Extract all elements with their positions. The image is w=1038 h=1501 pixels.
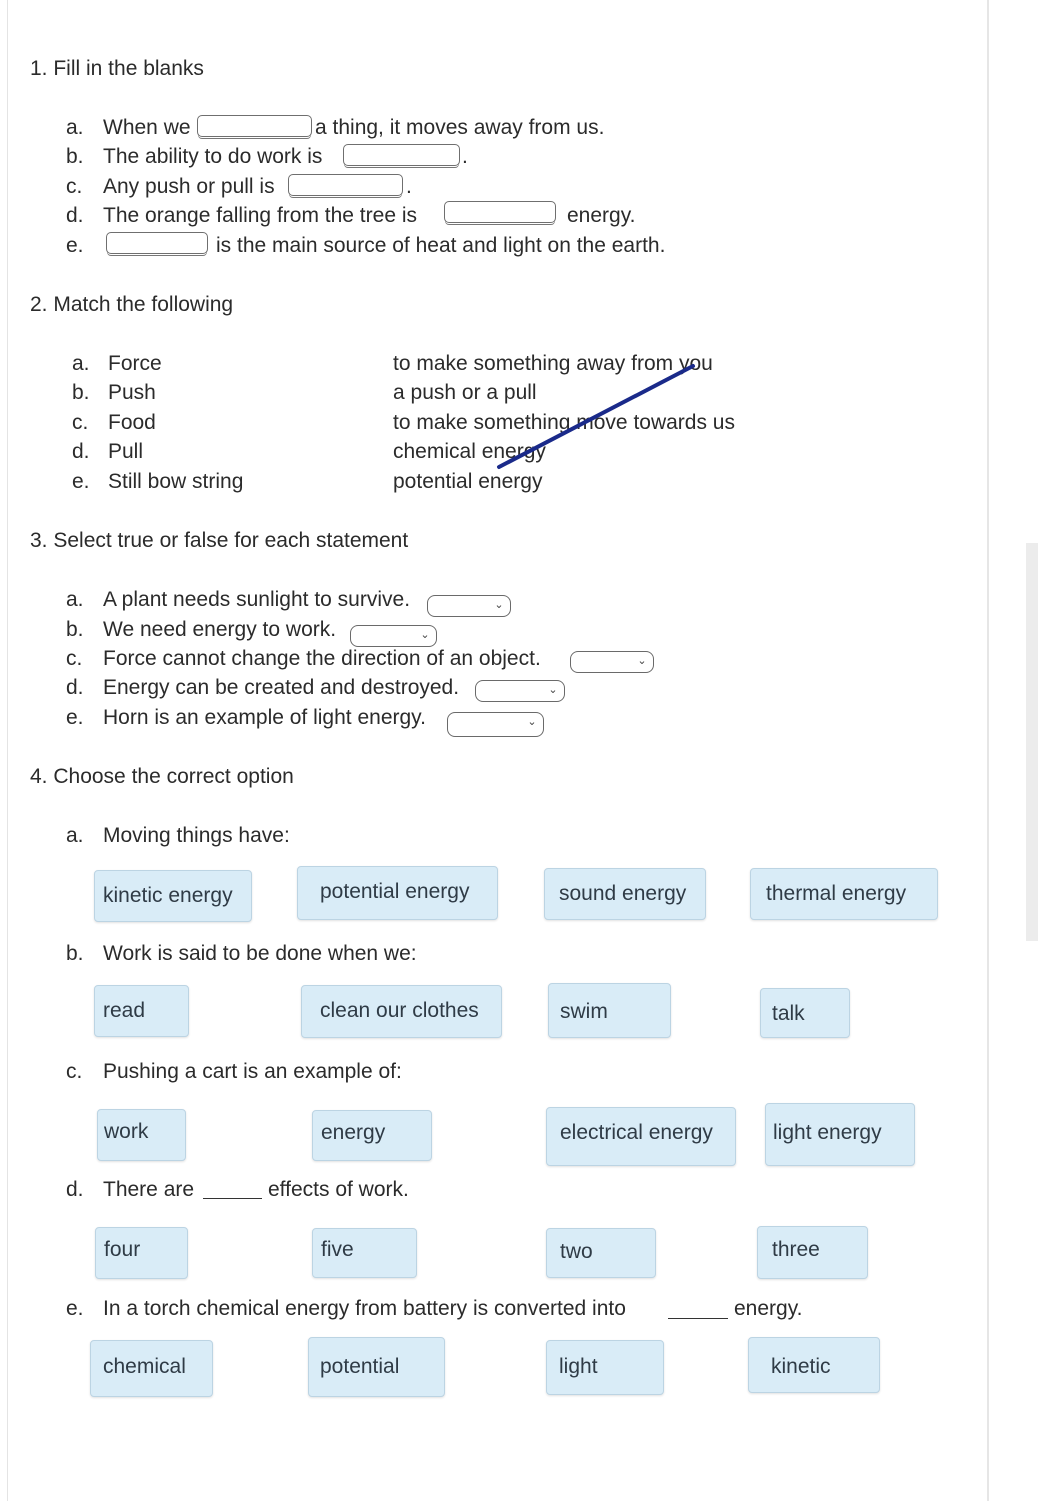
- match-left-item[interactable]: Force: [108, 352, 162, 375]
- match-letter: b.: [72, 381, 90, 404]
- answer-blank: [203, 1198, 262, 1199]
- option-button[interactable]: four: [95, 1227, 188, 1279]
- section-2-title: 2. Match the following: [30, 293, 234, 316]
- item-letter: c.: [66, 1060, 83, 1083]
- match-right-item[interactable]: to make something move towards us: [393, 411, 735, 434]
- match-letter: c.: [72, 411, 89, 434]
- item-text: The ability to do work is: [103, 145, 323, 168]
- option-button[interactable]: potential: [308, 1337, 445, 1397]
- question-text: Moving things have:: [103, 824, 290, 847]
- match-connector-line[interactable]: [499, 366, 693, 467]
- match-left-item[interactable]: Pull: [108, 440, 144, 463]
- question-text: energy.: [734, 1297, 803, 1320]
- item-letter: c.: [66, 175, 83, 198]
- item-text: energy.: [567, 204, 636, 227]
- item-text: Any push or pull is: [103, 175, 275, 198]
- match-left-item[interactable]: Push: [108, 381, 156, 404]
- option-button[interactable]: light: [546, 1340, 664, 1395]
- option-button[interactable]: sound energy: [544, 868, 706, 920]
- item-letter: d.: [66, 1178, 84, 1201]
- item-text: .: [406, 175, 412, 198]
- question-text: In a torch chemical energy from battery is converted into: [103, 1297, 626, 1320]
- option-button[interactable]: three: [757, 1226, 868, 1279]
- item-text: a thing, it moves away from us.: [315, 116, 605, 139]
- item-letter: b.: [66, 145, 84, 168]
- option-button[interactable]: talk: [760, 988, 850, 1038]
- item-letter: a.: [66, 824, 84, 847]
- item-letter: a.: [66, 588, 84, 611]
- match-right-item[interactable]: chemical energy: [393, 440, 546, 463]
- item-letter: e.: [66, 234, 84, 257]
- item-letter: b.: [66, 942, 84, 965]
- item-text: .: [462, 145, 468, 168]
- question-text: Work is said to be done when we:: [103, 942, 417, 965]
- match-letter: a.: [72, 352, 90, 375]
- statement-text: We need energy to work.: [103, 618, 337, 641]
- option-button[interactable]: kinetic: [748, 1337, 880, 1393]
- statement-text: Force cannot change the direction of an object.: [103, 647, 541, 670]
- match-right-item[interactable]: potential energy: [393, 470, 543, 493]
- item-letter: c.: [66, 647, 83, 670]
- option-button[interactable]: swim: [548, 983, 671, 1038]
- item-text: is the main source of heat and light on the earth.: [216, 234, 666, 257]
- option-button[interactable]: chemical: [90, 1340, 213, 1397]
- answer-blank: [668, 1318, 728, 1319]
- match-letter: e.: [72, 470, 90, 493]
- option-button[interactable]: read: [94, 985, 189, 1037]
- option-button[interactable]: two: [546, 1228, 656, 1278]
- question-text: There are: [103, 1178, 195, 1201]
- chevron-down-icon: ⌄: [527, 716, 537, 728]
- true-false-select-e[interactable]: [447, 712, 544, 737]
- option-button[interactable]: light energy: [765, 1103, 915, 1166]
- true-false-select-d[interactable]: [475, 680, 565, 702]
- option-button[interactable]: five: [312, 1228, 417, 1278]
- option-button[interactable]: potential energy: [297, 866, 498, 920]
- section-4-title: 4. Choose the correct option: [30, 765, 294, 788]
- chevron-down-icon: ⌄: [637, 655, 647, 667]
- statement-text: Energy can be created and destroyed.: [103, 676, 460, 699]
- chevron-down-icon: ⌄: [494, 599, 504, 611]
- match-right-item[interactable]: a push or a pull: [393, 381, 537, 404]
- true-false-select-b[interactable]: [350, 625, 437, 647]
- section-3-title: 3. Select true or false for each statement: [30, 529, 409, 552]
- option-button[interactable]: thermal energy: [750, 868, 938, 920]
- question-text: effects of work.: [268, 1178, 409, 1201]
- option-button[interactable]: clean our clothes: [301, 985, 502, 1038]
- item-letter: e.: [66, 1297, 84, 1320]
- option-button[interactable]: electrical energy: [546, 1107, 736, 1166]
- item-text: When we: [103, 116, 191, 139]
- true-false-select-a[interactable]: [427, 595, 511, 617]
- match-letter: d.: [72, 440, 90, 463]
- option-button[interactable]: work: [97, 1109, 186, 1161]
- statement-text: Horn is an example of light energy.: [103, 706, 426, 729]
- item-letter: e.: [66, 706, 84, 729]
- item-letter: d.: [66, 676, 84, 699]
- item-letter: d.: [66, 204, 84, 227]
- chevron-down-icon: ⌄: [420, 629, 430, 641]
- true-false-select-c[interactable]: [570, 651, 654, 673]
- item-letter: a.: [66, 116, 84, 139]
- statement-text: A plant needs sunlight to survive.: [103, 588, 411, 611]
- option-button[interactable]: energy: [312, 1110, 432, 1161]
- chevron-down-icon: ⌄: [548, 684, 558, 696]
- match-left-item[interactable]: Food: [108, 411, 156, 434]
- item-letter: b.: [66, 618, 84, 641]
- option-button[interactable]: kinetic energy: [94, 870, 252, 922]
- section-1-title: 1. Fill in the blanks: [30, 57, 204, 80]
- item-text: The orange falling from the tree is: [103, 204, 417, 227]
- match-right-item[interactable]: to make something away from you: [393, 352, 713, 375]
- question-text: Pushing a cart is an example of:: [103, 1060, 402, 1083]
- match-left-item[interactable]: Still bow string: [108, 470, 244, 493]
